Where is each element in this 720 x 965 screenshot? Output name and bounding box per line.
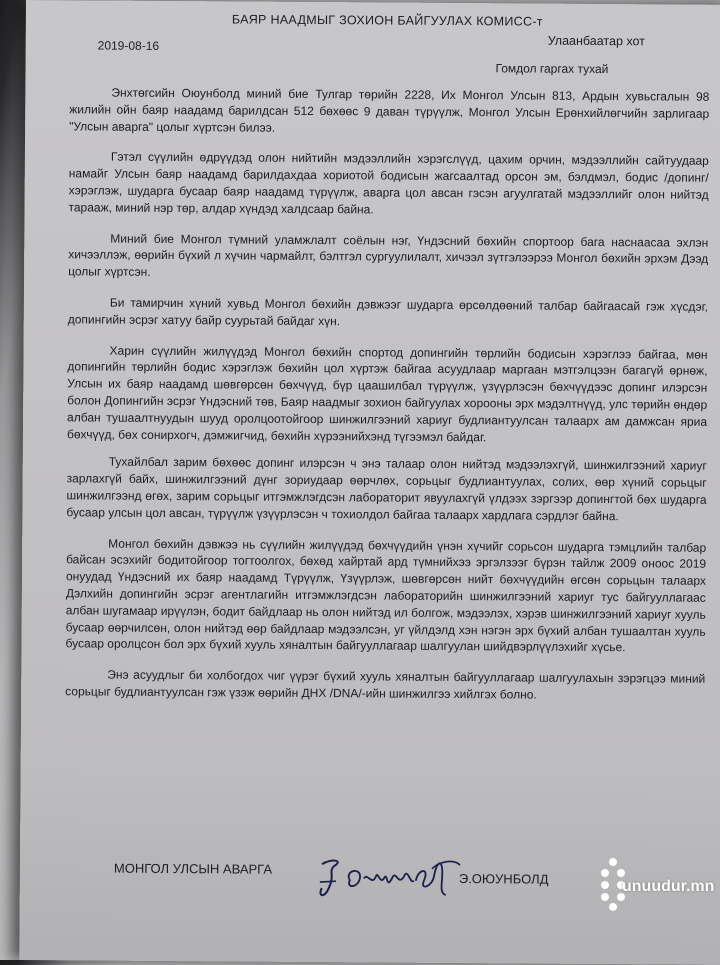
paragraph: Монгол бөхийн дэвжээ нь сүүлийн жилүүдэд бөхчүүдийн үнэн хүчийг сорьсон шударга тэмцлийн талбар байсан эсэхийг бодитойгоор тогтоолгох, бөхөд хайртай ард түмнийхээ эргэлзээг бүрэн тайлж 2009 оноос 2019 онуудад Үндэсний их баяр наадамд Түрүүлж, Үзүүрлэж, шөвгөрсөн нийт бөхчүүдийн өгсөн сорьцын талаарх Дэлхийн допингийн эсрэг агентлагийн итгэмжлэгдсэн лабораторийн шинжилгээний хариуг тус байгууллагаас албан шугамаар ирүүлэн, бодит байдлаар нь олон нийтэд ил болгож, мэдээлэх, хэрэв шинжилгээний хариуг хууль бусаар өөрчилсөн, олон нийтэд өөр байдлаар мэдээлсэн, уг үйлдэлд хэн нэгэн эрх бүхий албан тушаалтан хууль бусаар оролцсон бол эрх бүхий хууль хяналтын байгууллагаар шалгуулан шийдвэрлүүлэхийг хүсье. bbox=[65, 536, 707, 655]
paragraph: Энэ асуудлыг би холбогдох чиг үүрэг бүхий хууль хяналтын байгууллагаар шалгуулахын зэрэгцээ миний сорьцыг будлиантуулсан гэж үзэж өөрийн ДНХ /DNA/-ийн шинжилгээ хийлгэх болно. bbox=[65, 667, 706, 702]
paragraph: Харин сүүлийн жилүүдэд Монгол бөхийн спортод допингийн төрлийн бодисын хэрэглээ байгаа, мөн допингийн төрлийн бодис хэрэглэж бөхийн цол хүртэж байгаа асуудлаар маргаан мэтгэлцээн багагүй өрнөж, Улсын их баяр наадамд шөвгөрсөн бөхчүүд, бүр цаашилбал түрүүлж, үзүүрлэсэн бөхчүүдээс допинг илэрсэн болон Допингийн эсрэг Үндэсний төв, Баяр наадмыг зохион байгуулах хорооны эрх мэдэлтнүүд, улс төрийн өндөр албан тушаалтнуудын шууд оролцоотойгоор шинжилгээний хариуг будлиантуулсан талаарх ам дамжсан яриа бөхчүүд, бөх сонирхогч, дэмжигчид, бөхийн хүрээнийхэнд түгээмэл байдаг. bbox=[66, 343, 708, 444]
signature-block bbox=[114, 849, 614, 912]
handwritten-signature bbox=[314, 850, 464, 909]
document-body bbox=[65, 84, 709, 718]
paragraph: Тухайлбал зарим бөхөөс допинг илэрсэн ч энэ талаар олон нийтэд мэдээлэхгүй, шинжилгээний хариуг зарлахгүй байх, шинжилгээний дүнг зориудаар өөрчлөх, сорьцыг будлиантуулах, солих, өөр хүний сорьцыг шинжилгээнд өгөх, зарим сорьцыг итгэмжлэгдсэн лабораторит явуулахгүй үлдээх зэргээр допингтой бөх шударга бусаар улсын цол авсан, түрүүлж үзүүрлэсэн ч тохиолдол байгаа талаарх хардлага сэрдлэг байна. bbox=[66, 454, 707, 523]
paragraph: Би тамирчин хүний хувьд Монгол бөхийн дэвжээг шударга өрсөлдөөний талбар байгаасай гэж хүсдэг, допингийн эсрэг хатуу байр суурьтай байдаг хүн. bbox=[67, 295, 708, 328]
document-subject: Гомдол гаргах тухай bbox=[495, 61, 609, 77]
document-header: БАЯР НААДМЫГ ЗОХИОН БАЙГУУЛАХ КОМИСС-т bbox=[231, 12, 543, 29]
signature-name: Э.ОЮУНБОЛД bbox=[458, 871, 549, 887]
paragraph: Гэтэл сүүлийн өдрүүдэд олон нийтийн мэдээллийн хэрэгслүүд, цахим орчин, мэдээллийн сайтуудаар намайг Улсын баяр наадамд барилдахдаа хориотой бодисын жагсаалтад орсон эм, бэлдмэл, бодис /допинг/ хэрэглэж, шударга бусаар баяр наадамд түрүүлж, аварга цол авсан гэсэн агуулгатай мэдээллийг олон нийтэд тарааж, миний нэр төр, алдар хүндэд халдсаар байна. bbox=[68, 149, 709, 217]
document-date: 2019-08-16 bbox=[97, 38, 160, 53]
document-page bbox=[19, 0, 720, 965]
signature-title: МОНГОЛ УЛСЫН АВАРГА bbox=[113, 860, 273, 877]
paragraph: Миний бие Монгол түмний уламжлалт соёлын нэг, Үндэсний бөхийн спортоор бага наснаасаа эхлэн хичээллэж, өөрийн бүхий л хүчин чармайлт, бэлтгэл сургуулилалт, хичээл зүтгэлээрээ Монгол бөхийн эрхэм Дээд цолыг хүртсэн. bbox=[68, 231, 709, 280]
watermark-text: unuudur.mn bbox=[622, 878, 715, 895]
document-city: Улаанбаатар хот bbox=[547, 33, 645, 49]
watermark bbox=[592, 856, 715, 916]
paragraph: Энхтөгсийн Оюунболд миний бие Тулгар төрийн 2228, Их Монгол Улсын 813, Ардын хувьсгалын 98 жилийн ойн баяр наадамд барилдсан 512 бөхөөс 9 даван түрүүлж, Монгол Улсын Ерөнхийлөгчийн зарлигаар "Улсын аварга" цолыг хүртсэн билээ. bbox=[69, 85, 710, 135]
